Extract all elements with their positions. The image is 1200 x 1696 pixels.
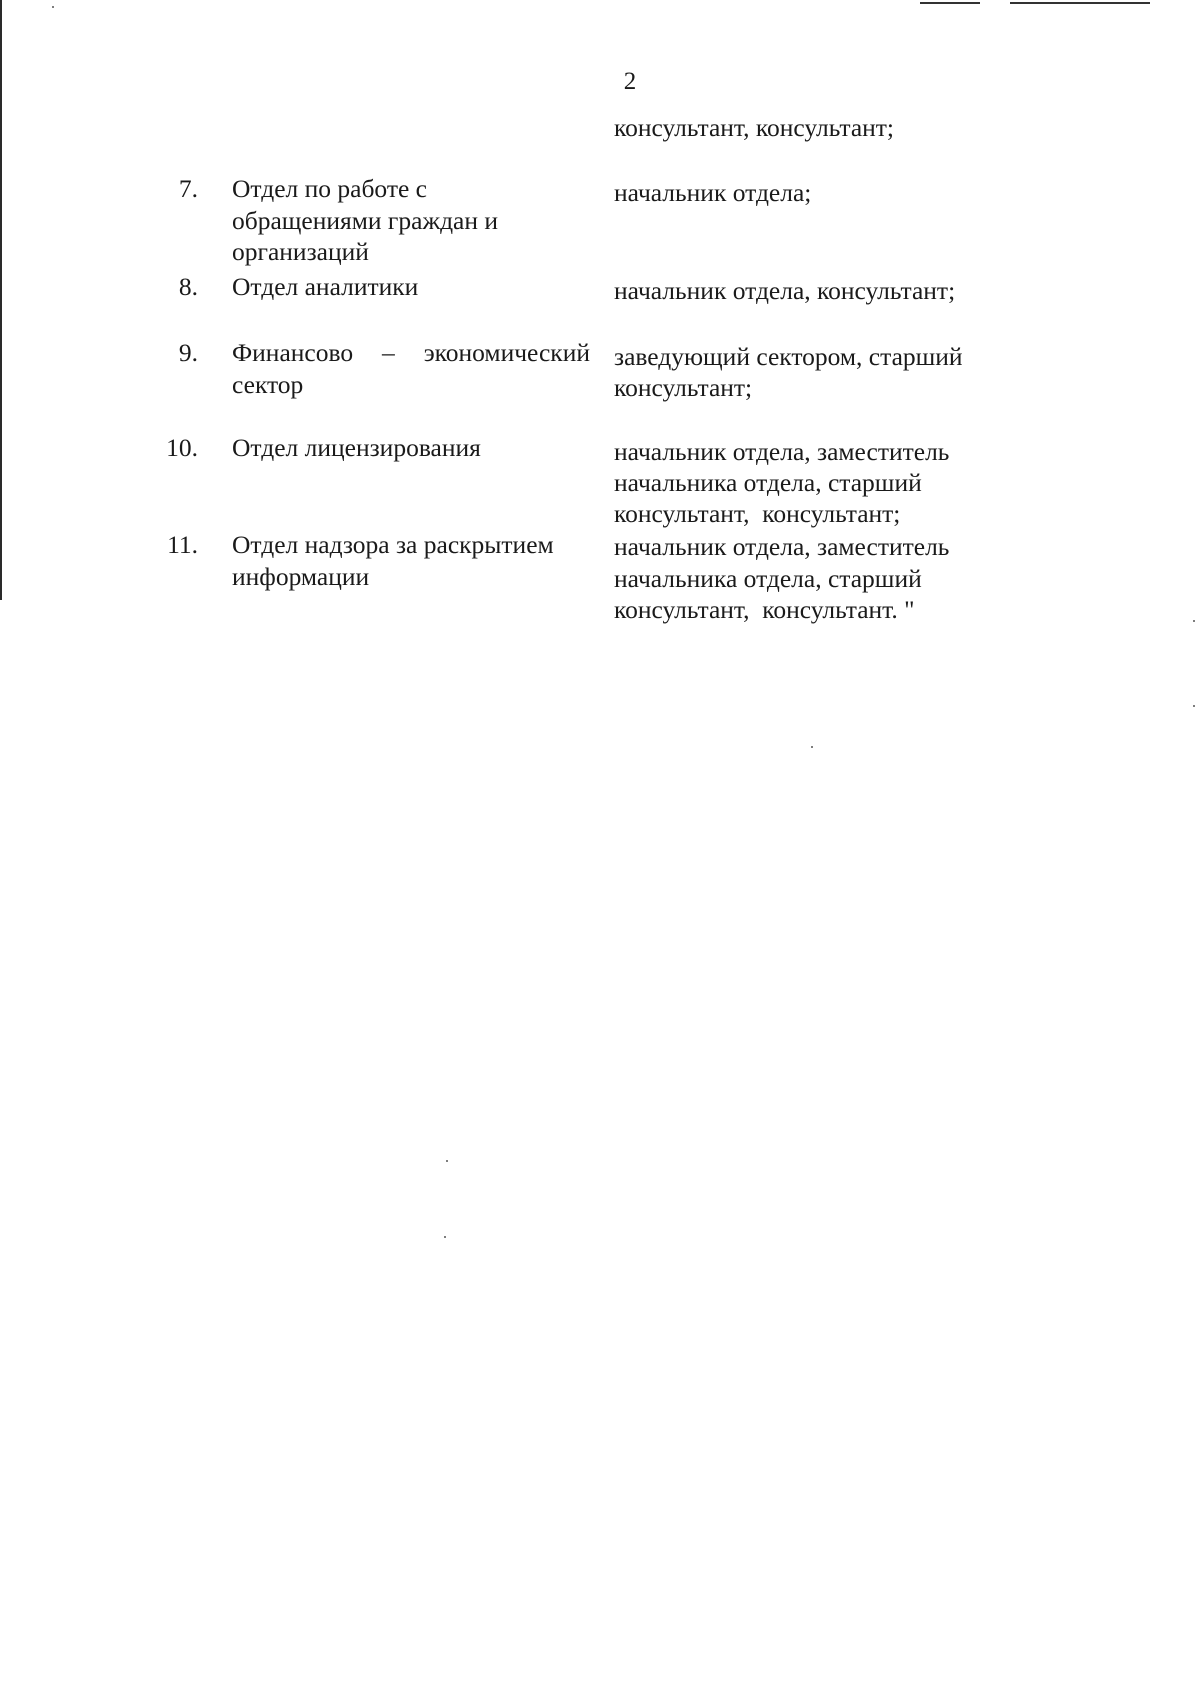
department-line: Финансово – экономический (232, 338, 590, 367)
position-line: начальника отдела, старший (614, 564, 922, 593)
position-line: начальник отдела; (614, 178, 812, 207)
scan-edge (0, 0, 2, 600)
scan-artifact-dot (446, 1160, 448, 1162)
position-line: консультант, консультант; (614, 499, 901, 528)
scan-artifact-line (920, 2, 980, 4)
department-line: Отдел надзора за раскрытием (232, 530, 554, 559)
scan-artifact-line (1010, 2, 1150, 4)
department-line: Отдел по работе с (232, 174, 427, 203)
position-line: заведующий сектором, старший (614, 342, 963, 371)
scan-artifact-dot (1193, 705, 1195, 707)
position-line: начальник отдела, заместитель (614, 532, 950, 561)
position-line: начальник отдела, консультант; (614, 276, 956, 305)
position-line: консультант, консультант. " (614, 595, 915, 624)
department-line: информации (232, 562, 370, 591)
item-number: 7. (178, 174, 198, 203)
scan-artifact-dot (1193, 620, 1195, 622)
page-number: 2 (623, 68, 637, 95)
department-line: Отдел аналитики (232, 272, 419, 301)
scan-artifact-dot (52, 6, 54, 8)
item-number: 11. (167, 530, 198, 559)
department-line: обращениями граждан и (232, 206, 499, 235)
position-line: консультант; (614, 373, 753, 402)
scan-artifact-dot (444, 1236, 446, 1238)
scan-artifact-dot (811, 746, 813, 748)
position-line: начальника отдела, старший (614, 468, 922, 497)
position-line: начальник отдела, заместитель (614, 437, 950, 466)
department-line: сектор (232, 370, 304, 399)
item-number: 8. (178, 272, 198, 301)
department-line: Отдел лицензирования (232, 433, 481, 462)
item-number: 9. (178, 338, 198, 367)
continuation-text: консультант, консультант; (614, 113, 895, 142)
item-number: 10. (166, 433, 198, 462)
department-line: организаций (232, 237, 369, 266)
